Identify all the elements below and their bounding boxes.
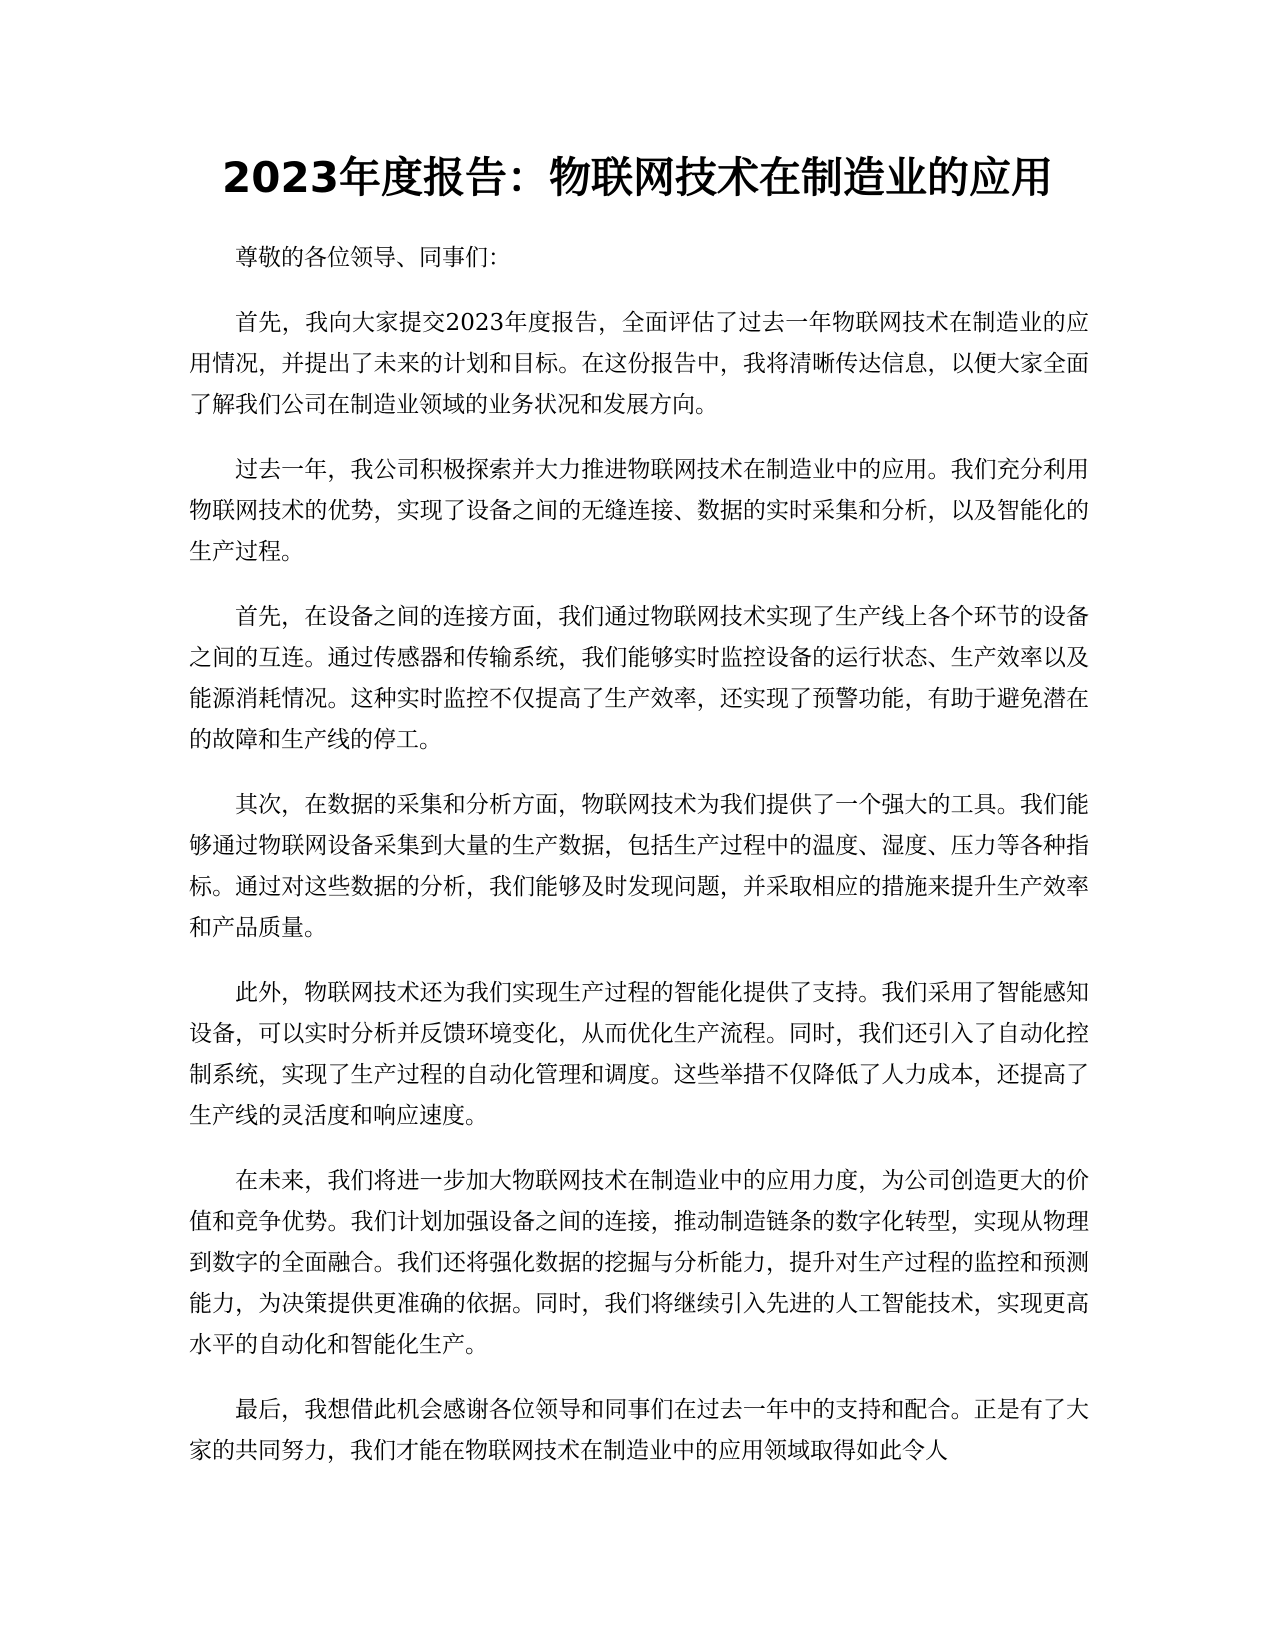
document-body bbox=[189, 238, 1089, 1496]
paragraph: 其次，在数据的采集和分析方面，物联网技术为我们提供了一个强大的工具。我们能够通过物联网设备采集到大量的生产数据，包括生产过程中的温度、湿度、压力等各种指标。通过对这些数据的分析，我们能够及时发现问题，并采取相应的措施来提升生产效率和产品质量。 bbox=[189, 792, 1089, 941]
paragraph: 首先，在设备之间的连接方面，我们通过物联网技术实现了生产线上各个环节的设备之间的互连。通过传感器和传输系统，我们能够实时监控设备的运行状态、生产效率以及能源消耗情况。这种实时监控不仅提高了生产效率，还实现了预警功能，有助于避免潜在的故障和生产线的停工。 bbox=[189, 604, 1089, 753]
paragraph: 在未来，我们将进一步加大物联网技术在制造业中的应用力度，为公司创造更大的价值和竞争优势。我们计划加强设备之间的连接，推动制造链条的数字化转型，实现从物理到数字的全面融合。我们还将强化数据的挖掘与分析能力，提升对生产过程的监控和预测能力，为决策提供更准确的依据。同时，我们将继续引入先进的人工智能技术，实现更高水平的自动化和智能化生产。 bbox=[189, 1168, 1089, 1358]
document-title: 2023年度报告：物联网技术在制造业的应用 bbox=[222, 153, 1053, 202]
paragraph: 首先，我向大家提交2023年度报告，全面评估了过去一年物联网技术在制造业的应用情况，并提出了未来的计划和目标。在这份报告中，我将清晰传达信息，以便大家全面了解我们公司在制造业领域的业务状况和发展方向。 bbox=[189, 310, 1089, 418]
paragraph: 最后，我想借此机会感谢各位领导和同事们在过去一年中的支持和配合。正是有了大家的共同努力，我们才能在物联网技术在制造业中的应用领域取得如此令人 bbox=[189, 1397, 1089, 1464]
paragraph: 过去一年，我公司积极探索并大力推进物联网技术在制造业中的应用。我们充分利用物联网技术的优势，实现了设备之间的无缝连接、数据的实时采集和分析，以及智能化的生产过程。 bbox=[189, 457, 1089, 565]
paragraph-salutation: 尊敬的各位领导、同事们： bbox=[235, 245, 511, 271]
paragraph: 此外，物联网技术还为我们实现生产过程的智能化提供了支持。我们采用了智能感知设备，可以实时分析并反馈环境变化，从而优化生产流程。同时，我们还引入了自动化控制系统，实现了生产过程的自动化管理和调度。这些举措不仅降低了人力成本，还提高了生产线的灵活度和响应速度。 bbox=[189, 980, 1089, 1129]
